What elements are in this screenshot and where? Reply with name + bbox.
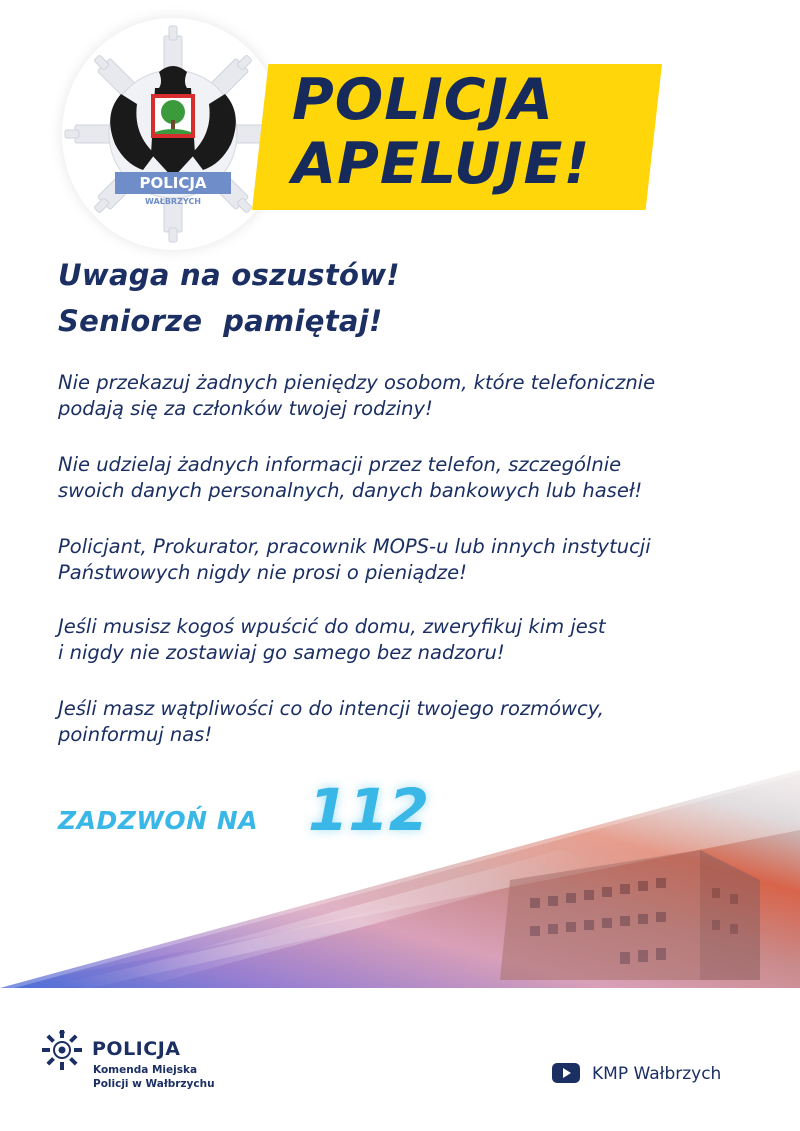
paragraph-money (58, 370, 778, 422)
title-line-1: POLICJA (292, 67, 554, 133)
paragraph-line: podają się za członków twojej rodziny! (58, 397, 433, 420)
paragraph-institutions (58, 534, 778, 586)
youtube-channel-link[interactable]: KMP Wałbrzych (592, 1064, 722, 1084)
paragraph-line: swoich danych personalnych, danych bankowych lub haseł! (58, 479, 643, 502)
paragraph-line: Nie przekazuj żadnych pieniędzy osobom, które telefonicznie (58, 371, 656, 394)
paragraph-line: Jeśli musisz kogoś wpuścić do domu, zweryfikuj kim jest (58, 615, 606, 638)
paragraph-line: Nie udzielaj żadnych informacji przez telefon, szczególnie (58, 453, 622, 476)
headline-line-2: Seniorze pamiętaj! (58, 304, 383, 338)
title-line-2: APELUJE! (292, 131, 591, 197)
badge-text-bottom: WAŁBRZYCH (145, 197, 201, 206)
headline-line-1: Uwaga na oszustów! (58, 258, 400, 292)
paragraph-visitors (58, 614, 778, 666)
paragraph-phone-info (58, 452, 778, 504)
police-star-badge-icon (62, 18, 284, 250)
paragraph-line: Jeśli masz wątpliwości co do intencji twojego rozmówcy, (58, 697, 604, 720)
police-star-logo-icon (40, 1028, 84, 1072)
paragraph-line: Policjant, Prokurator, pracownik MOPS-u lub innych instytucji (58, 535, 651, 558)
cta-label: ZADZWOŃ NA (58, 806, 259, 835)
police-badge (62, 18, 284, 250)
emergency-number: 112 (308, 776, 430, 844)
footer-brand: POLICJA (92, 1038, 181, 1060)
footer-sub-line-1: Komenda Miejska (93, 1064, 198, 1076)
footer-sub-line-2: Policji w Wałbrzychu (93, 1078, 215, 1090)
paragraph-line: poinformuj nas! (58, 723, 213, 746)
paragraph-line: i nigdy nie zostawiaj go samego bez nadzoru! (58, 641, 505, 664)
youtube-icon[interactable] (552, 1063, 580, 1083)
paragraph-line: Państwowych nigdy nie prosi o pieniądze! (58, 561, 467, 584)
badge-text-top: POLICJA (139, 174, 207, 192)
paragraph-doubts (58, 696, 778, 748)
